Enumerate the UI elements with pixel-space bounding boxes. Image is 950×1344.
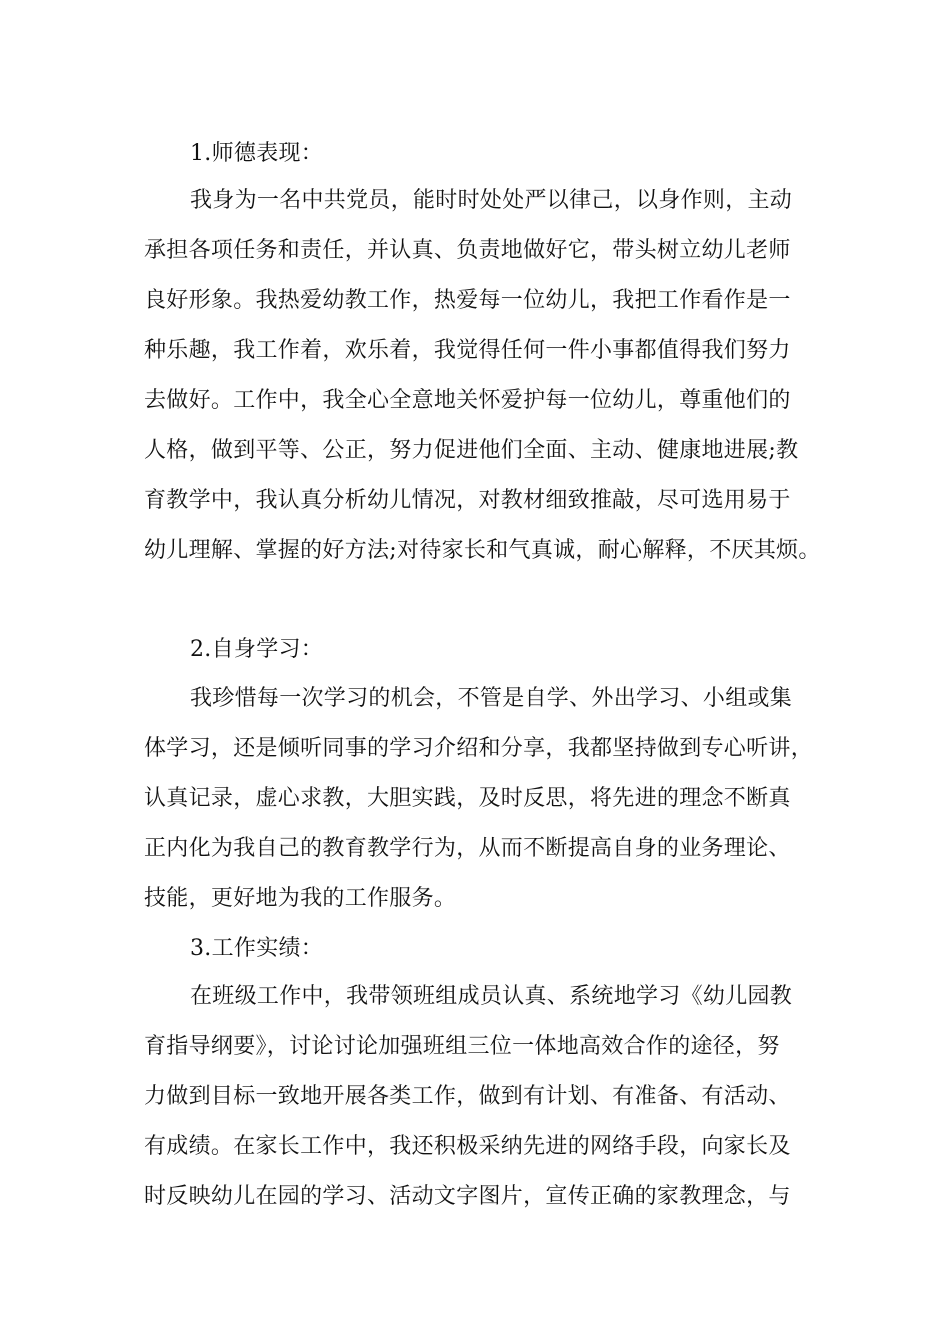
paragraph-line: 人格，做到平等、公正，努力促进他们全面、主动、健康地进展;教 [144, 438, 799, 463]
paragraph-line: 力做到目标一致地开展各类工作，做到有计划、有准备、有活动、 [144, 1084, 791, 1109]
paragraph-line: 育教学中，我认真分析幼儿情况，对教材细致推敲，尽可选用易于 [144, 488, 791, 513]
paragraph-line: 技能，更好地为我的工作服务。 [144, 886, 457, 911]
paragraph-line: 良好形象。我热爱幼教工作，热爱每一位幼儿，我把工作看作是一 [144, 288, 791, 313]
paragraph-line: 育指导纲要》，讨论讨论加强班组三位一体地高效合作的途径，努 [144, 1034, 780, 1059]
section-heading-1: 1.师德表现： [190, 141, 324, 166]
paragraph-line: 种乐趣，我工作着，欢乐着，我觉得任何一件小事都值得我们努力 [144, 338, 791, 363]
paragraph-line: 我身为一名中共党员，能时时处处严以律己，以身作则，主动 [190, 188, 793, 213]
section-heading-2: 2.自身学习： [190, 637, 324, 662]
section-heading-3: 3.工作实绩： [190, 936, 324, 961]
paragraph-line: 正内化为我自己的教育教学行为，从而不断提高自身的业务理论、 [144, 836, 791, 861]
paragraph-line: 时反映幼儿在园的学习、活动文字图片，宣传正确的家教理念，与 [144, 1184, 791, 1209]
paragraph-line: 幼儿理解、掌握的好方法;对待家长和气真诚，耐心解释，不厌其烦。 [144, 538, 821, 563]
paragraph-line: 我珍惜每一次学习的机会，不管是自学、外出学习、小组或集 [190, 686, 793, 711]
paragraph-line: 去做好。工作中，我全心全意地关怀爱护每一位幼儿，尊重他们的 [144, 388, 791, 413]
paragraph-line: 体学习，还是倾听同事的学习介绍和分享，我都坚持做到专心听讲， [144, 736, 814, 761]
paragraph-line: 有成绩。在家长工作中，我还积极采纳先进的网络手段，向家长及 [144, 1134, 791, 1159]
paragraph-line: 在班级工作中，我带领班组成员认真、系统地学习《幼儿园教 [190, 984, 793, 1009]
paragraph-line: 承担各项任务和责任，并认真、负责地做好它，带头树立幼儿老师 [144, 238, 791, 263]
paragraph-line: 认真记录，虚心求教，大胆实践，及时反思，将先进的理念不断真 [144, 786, 791, 811]
